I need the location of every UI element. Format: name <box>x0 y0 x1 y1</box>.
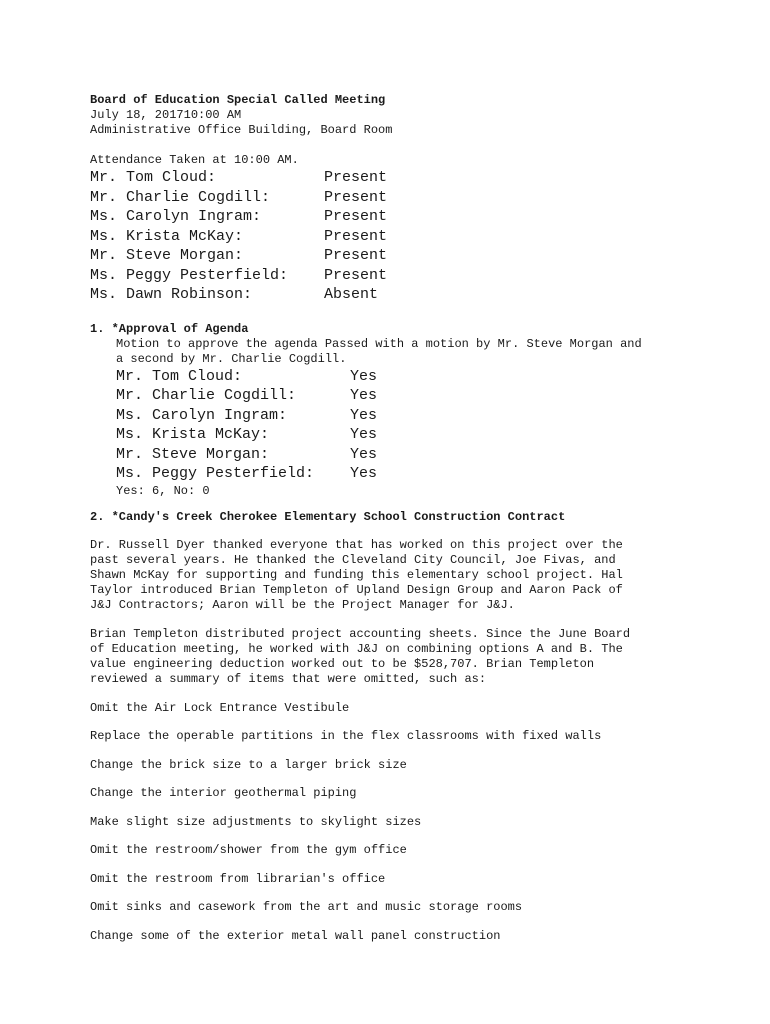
voter-name: Mr. Charlie Cogdill: <box>116 387 297 404</box>
list-item: Change the interior geothermal piping <box>90 786 357 800</box>
member-name: Mr. Tom Cloud: <box>90 169 217 186</box>
list-item: Omit the restroom/shower from the gym office <box>90 843 407 857</box>
member-name: Mr. Steve Morgan: <box>90 247 244 264</box>
member-name: Ms. Peggy Pesterfield: <box>90 266 289 284</box>
paragraph-line: Shawn McKay for supporting and funding this elementary school project. Hal <box>90 567 623 582</box>
vote-row <box>116 406 730 426</box>
voter-name: Mr. Steve Morgan: <box>116 445 270 463</box>
attendance-heading: Attendance Taken at 10:00 AM. <box>90 153 299 167</box>
attendance-row <box>90 168 730 188</box>
list-item: Make slight size adjustments to skylight sizes <box>90 814 422 829</box>
attendance-row <box>90 285 730 305</box>
vote-row <box>116 425 730 445</box>
omitted-items-list <box>90 701 730 944</box>
document-page <box>90 93 730 957</box>
attendance-list <box>90 168 730 305</box>
member-status: Present <box>324 266 388 284</box>
paragraph-line: past several years. He thanked the Cleveland City Council, Joe Fivas, and <box>90 552 616 567</box>
vote-row <box>116 386 730 406</box>
item1-body <box>90 337 730 499</box>
list-item: Omit the Air Lock Entrance Vestibule <box>90 700 350 715</box>
item1-motion-line: a second by Mr. Charlie Cogdill. <box>116 351 347 366</box>
vote-value: Yes <box>350 465 378 482</box>
vote-value: Yes <box>350 367 378 385</box>
member-name: Ms. Carolyn Ingram: <box>90 208 262 225</box>
item1-motion-line: Motion to approve the agenda Passed with a motion by Mr. Steve Morgan and <box>116 336 642 351</box>
member-name: Ms. Dawn Robinson: <box>90 286 253 303</box>
vote-value: Yes <box>350 387 378 404</box>
list-item: Replace the operable partitions in the flex classrooms with fixed walls <box>90 729 602 743</box>
paragraph-line: reviewed a summary of items that were omitted, such as: <box>90 671 487 686</box>
paragraph-line: Taylor introduced Brian Templeton of Upland Design Group and Aaron Pack of <box>90 582 623 597</box>
member-status: Present <box>324 227 388 245</box>
vote-value: Yes <box>350 445 378 463</box>
member-status: Present <box>324 247 388 264</box>
attendance-row <box>90 227 730 247</box>
voter-name: Mr. Tom Cloud: <box>116 367 243 385</box>
list-item: Omit the restroom from librarian's office <box>90 871 386 886</box>
item2-heading: 2. *Candy's Creek Cherokee Elementary School Construction Contract <box>90 509 566 524</box>
meeting-datetime: July 18, 201710:00 AM <box>90 108 242 122</box>
meeting-title: Board of Education Special Called Meeting <box>90 93 386 107</box>
vote-value: Yes <box>350 406 378 424</box>
member-name: Mr. Charlie Cogdill: <box>90 188 271 206</box>
list-item: Omit sinks and casework from the art and music storage rooms <box>90 900 523 914</box>
member-status: Present <box>324 188 388 206</box>
member-name: Ms. Krista McKay: <box>90 227 244 245</box>
member-status: Absent <box>324 286 379 303</box>
item2-paragraph-1 <box>90 538 730 613</box>
vote-tally: Yes: 6, No: 0 <box>116 483 210 498</box>
member-status: Present <box>324 169 388 186</box>
item2-paragraph-2 <box>90 627 730 687</box>
paragraph-line: Brian Templeton distributed project accounting sheets. Since the June Board <box>90 626 631 641</box>
vote-row <box>116 464 730 484</box>
vote-value: Yes <box>350 426 378 443</box>
meeting-location: Administrative Office Building, Board Room <box>90 123 393 137</box>
list-item: Change some of the exterior metal wall panel construction <box>90 928 501 943</box>
attendance-row <box>90 246 730 266</box>
voter-name: Ms. Krista McKay: <box>116 426 270 443</box>
attendance-row <box>90 207 730 227</box>
paragraph-line: Dr. Russell Dyer thanked everyone that has worked on this project over the <box>90 537 623 552</box>
attendance-row <box>90 266 730 286</box>
paragraph-line: of Education meeting, he worked with J&J on combining options A and B. The <box>90 641 623 656</box>
vote-row <box>116 445 730 465</box>
voter-name: Ms. Carolyn Ingram: <box>116 406 288 424</box>
voter-name: Ms. Peggy Pesterfield: <box>116 465 315 482</box>
item1-heading: 1. *Approval of Agenda <box>90 321 249 336</box>
attendance-row <box>90 188 730 208</box>
list-item: Change the brick size to a larger brick size <box>90 757 407 772</box>
vote-row <box>116 367 730 387</box>
paragraph-line: J&J Contractors; Aaron will be the Project Manager for J&J. <box>90 597 515 612</box>
paragraph-line: value engineering deduction worked out to be $528,707. Brian Templeton <box>90 656 595 671</box>
member-status: Present <box>324 208 388 225</box>
